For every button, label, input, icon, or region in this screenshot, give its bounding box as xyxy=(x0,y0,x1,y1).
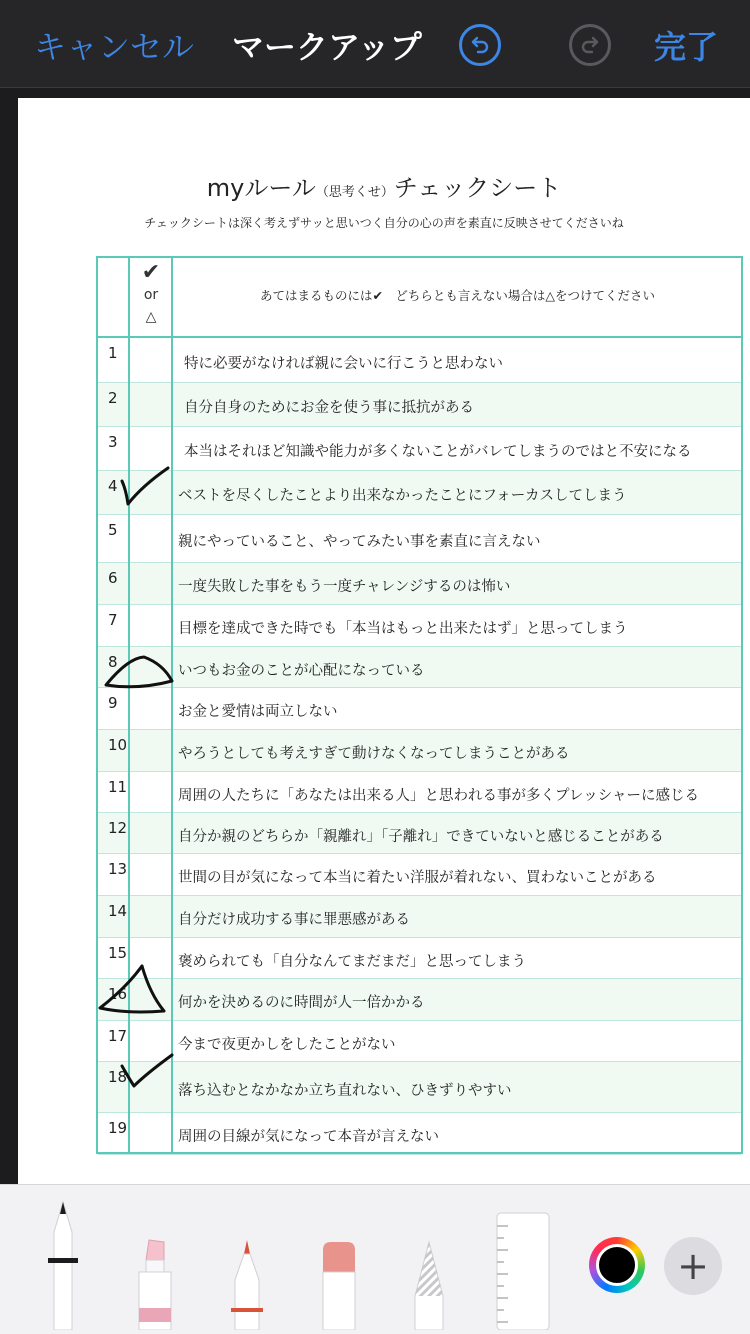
row-check-cell[interactable] xyxy=(128,979,171,1020)
table-row xyxy=(98,647,741,688)
row-number: 19 xyxy=(108,1119,128,1137)
redo-icon xyxy=(578,33,602,57)
table-row xyxy=(98,427,741,471)
row-check-cell[interactable] xyxy=(128,383,171,426)
column-divider xyxy=(171,258,173,1152)
table-row xyxy=(98,896,741,938)
done-button[interactable]: 完了 xyxy=(654,28,719,66)
table-row xyxy=(98,1113,741,1155)
row-statement: 周囲の目線が気になって本音が言えない xyxy=(178,1129,439,1145)
row-statement: 褒められても「自分なんてまだまだ」と思ってしまう xyxy=(178,954,526,970)
row-statement: やろうとしても考えすぎて動けなくなってしまうことがある xyxy=(178,746,570,762)
document-subtitle: チェックシートは深く考えずサッと思いつく自分の心の声を素直に反映させてくださいね xyxy=(144,216,624,230)
row-check-cell[interactable] xyxy=(128,515,171,562)
row-check-cell[interactable] xyxy=(128,427,171,470)
table-row xyxy=(98,383,741,427)
eraser-icon xyxy=(321,1210,357,1330)
row-number: 8 xyxy=(108,653,118,671)
markup-tool-palette xyxy=(0,1184,750,1334)
color-picker-button[interactable] xyxy=(589,1237,645,1293)
row-statement: お金と愛情は両立しない xyxy=(178,704,338,720)
row-statement: 特に必要がなければ親に会いに行こうと思わない xyxy=(184,356,503,372)
row-check-cell[interactable] xyxy=(128,1021,171,1061)
ruler-icon xyxy=(496,1212,550,1330)
row-number: 11 xyxy=(108,778,128,796)
row-statement: 親にやっていること、やってみたい事を素直に言えない xyxy=(178,534,541,550)
table-row xyxy=(98,730,741,772)
row-statement: 何かを決めるのに時間が人一倍かかる xyxy=(178,995,425,1011)
markup-canvas[interactable] xyxy=(0,88,750,1184)
row-number: 4 xyxy=(108,477,118,495)
row-statement: 今まで夜更かしをしたことがない xyxy=(178,1037,396,1053)
row-check-cell[interactable] xyxy=(128,471,171,514)
row-check-cell[interactable] xyxy=(128,605,171,646)
row-check-cell[interactable] xyxy=(128,730,171,771)
table-header xyxy=(98,258,741,338)
row-number: 9 xyxy=(108,694,118,712)
row-number: 10 xyxy=(108,736,128,754)
row-number: 6 xyxy=(108,569,118,587)
row-number: 16 xyxy=(108,985,128,1003)
table-row xyxy=(98,938,741,979)
undo-button[interactable] xyxy=(459,24,501,66)
header-triangle: △ xyxy=(145,309,157,325)
row-statement: 一度失敗した事をもう一度チャレンジするのは怖い xyxy=(178,579,511,595)
row-check-cell[interactable] xyxy=(128,772,171,812)
row-number: 5 xyxy=(108,521,118,539)
row-number: 14 xyxy=(108,902,128,920)
row-number: 7 xyxy=(108,611,118,629)
document-page[interactable] xyxy=(18,98,750,1184)
table-row xyxy=(98,688,741,730)
table-row xyxy=(98,515,741,563)
header-instruction: あてはまるものには✔ どちらとも言えない場合は△をつけてください xyxy=(259,288,656,303)
row-check-cell[interactable] xyxy=(128,338,171,382)
row-check-cell[interactable] xyxy=(128,563,171,604)
row-number: 1 xyxy=(108,344,118,362)
table-row xyxy=(98,979,741,1021)
column-divider xyxy=(128,258,130,1152)
pen-icon xyxy=(46,1190,80,1330)
pencil-icon xyxy=(229,1210,265,1330)
pencil-tool[interactable] xyxy=(229,1210,265,1334)
page-title: マークアップ xyxy=(232,28,422,66)
row-check-cell[interactable] xyxy=(128,647,171,687)
row-check-cell[interactable] xyxy=(128,896,171,937)
eraser-tool[interactable] xyxy=(321,1210,357,1334)
table-row xyxy=(98,1062,741,1113)
undo-icon xyxy=(468,33,492,57)
check-sheet-table xyxy=(96,256,743,1154)
document-title-small: （思考くせ） xyxy=(315,185,394,200)
table-row xyxy=(98,563,741,605)
row-statement: 本当はそれほど知識や能力が多くないことがバレてしまうのではと不安になる xyxy=(184,444,692,460)
row-check-cell[interactable] xyxy=(128,1062,171,1112)
row-statement: いつもお金のことが心配になっている xyxy=(178,663,425,679)
selected-color-swatch xyxy=(596,1244,638,1286)
row-number: 13 xyxy=(108,860,128,878)
row-statement: 目標を達成できた時でも「本当はもっと出来たはず」と思ってしまう xyxy=(178,621,628,637)
row-statement: ベストを尽くしたことより出来なかったことにフォーカスしてしまう xyxy=(178,488,627,504)
row-statement: 自分自身のためにお金を使う事に抵抗がある xyxy=(184,400,474,416)
row-statement: 自分か親のどちらか「親離れ」「子離れ」できていないと感じることがある xyxy=(178,829,664,845)
redo-button[interactable] xyxy=(569,24,611,66)
lasso-icon xyxy=(411,1210,447,1330)
row-number: 3 xyxy=(108,433,118,451)
document-title xyxy=(18,168,750,203)
row-number: 15 xyxy=(108,944,128,962)
cancel-button[interactable]: キャンセル xyxy=(34,28,195,66)
row-statement: 周囲の人たちに「あなたは出来る人」と思われる事が多くプレッシャーに感じる xyxy=(178,788,699,804)
row-statement: 自分だけ成功する事に罪悪感がある xyxy=(178,912,410,928)
row-statement: 落ち込むとなかなか立ち直れない、ひきずりやすい xyxy=(178,1083,512,1099)
marker-icon xyxy=(138,1210,172,1330)
table-row xyxy=(98,813,741,854)
document-title-main: myルール xyxy=(206,174,316,202)
table-row xyxy=(98,471,741,515)
marker-tool[interactable] xyxy=(138,1210,172,1334)
header-check-column xyxy=(130,262,172,328)
table-row xyxy=(98,605,741,647)
table-row xyxy=(98,772,741,813)
ruler-tool[interactable] xyxy=(496,1212,550,1334)
lasso-tool[interactable] xyxy=(411,1210,447,1334)
row-check-cell[interactable] xyxy=(128,813,171,853)
add-button[interactable]: + xyxy=(664,1237,722,1295)
markup-toolbar-top xyxy=(0,0,750,88)
row-check-cell[interactable] xyxy=(128,1113,171,1154)
row-number: 12 xyxy=(108,819,128,837)
row-statement: 世間の目が気になって本当に着たい洋服が着れない、買わないことがある xyxy=(178,870,657,886)
row-number: 17 xyxy=(108,1027,128,1045)
table-row xyxy=(98,1021,741,1062)
row-check-cell[interactable] xyxy=(128,854,171,895)
table-row xyxy=(98,854,741,896)
row-check-cell[interactable] xyxy=(128,688,171,729)
row-number: 18 xyxy=(108,1068,128,1086)
header-or: or xyxy=(143,287,159,303)
header-check-mark: ✔ xyxy=(141,260,161,285)
table-row xyxy=(98,338,741,383)
pen-tool[interactable] xyxy=(46,1190,80,1334)
row-check-cell[interactable] xyxy=(128,938,171,978)
row-number: 2 xyxy=(108,389,118,407)
document-title-tail: チェックシート xyxy=(393,174,562,202)
